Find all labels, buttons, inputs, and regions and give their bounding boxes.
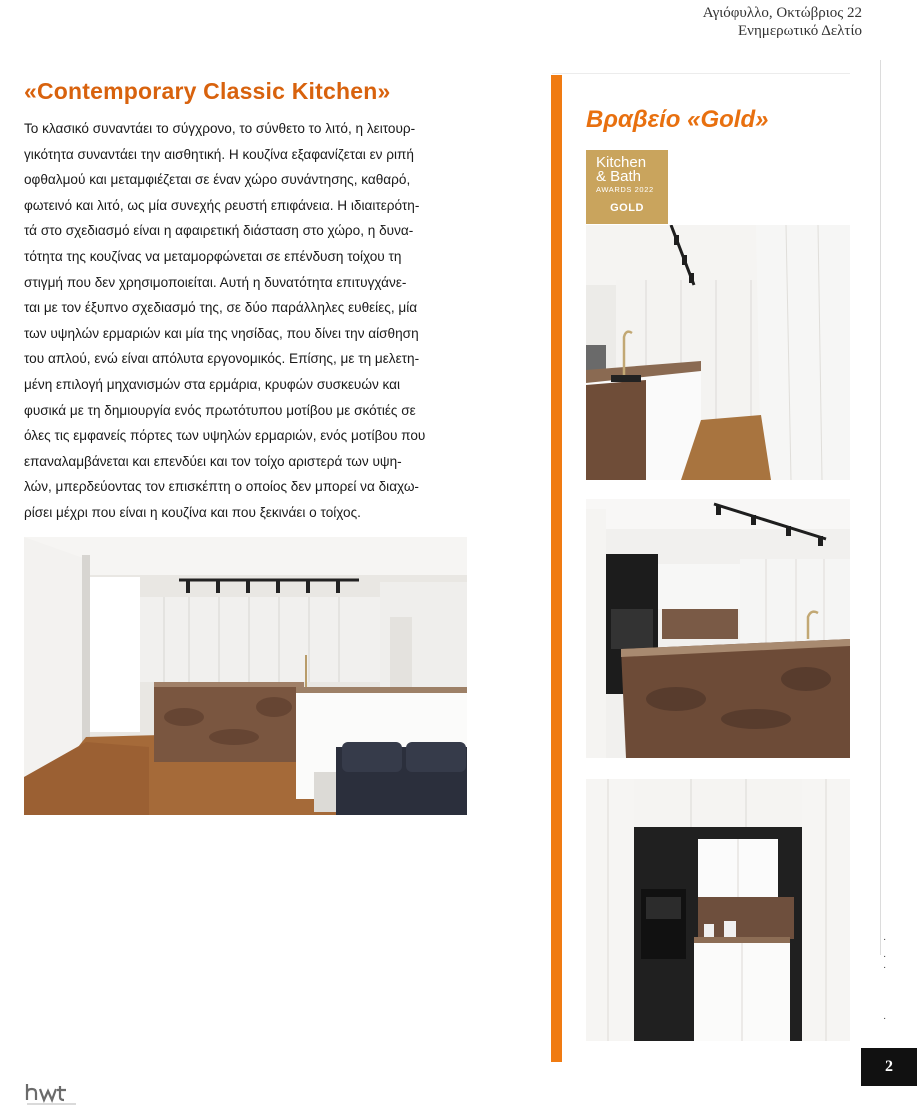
article-title: «Contemporary Classic Kitchen» bbox=[24, 78, 391, 104]
body-line: τά στο σχεδιασμό είναι η αφαιρετική διάσταση στο χώρο, η δυνα- bbox=[24, 223, 414, 239]
sidebar-right-line bbox=[880, 60, 881, 955]
award-title: Βραβείο «Gold» bbox=[586, 106, 769, 133]
badge-line2: & Bath bbox=[596, 168, 642, 185]
body-line: μένη επιλογή μηχανισμών στα ερμάρια, κρυφών συσκευών και bbox=[24, 376, 401, 392]
body-line: όλες τις εμφανείς πόρτες των υψηλών ερμαριών, ενός μοτίβου που bbox=[24, 428, 426, 444]
body-line: Το κλασικό συναντάει το σύγχρονο, το σύνθετο το λιτό, η λειτουρ- bbox=[24, 121, 416, 136]
article-body bbox=[24, 116, 496, 526]
kitchen-photo-side-3 bbox=[586, 779, 850, 1041]
company-logo bbox=[24, 1080, 86, 1108]
header-subtitle: Ενημερωτικό Δελτίο bbox=[738, 23, 862, 39]
header-date: Αγιόφυλλο, Οκτώβριος 22 bbox=[702, 5, 862, 21]
decorative-dot: · bbox=[883, 951, 887, 962]
body-line: φυσικά με τη δημιουργία ενός πρωτότυπου μοτίβου με σκότιές σε bbox=[24, 402, 416, 418]
body-line: στιγμή που δεν χρησιμοποιείται. Αυτή η δυνατότητα επιτυγχάνε- bbox=[24, 274, 407, 290]
badge-line3: AWARDS 2022 bbox=[596, 185, 654, 194]
body-line: οφθαλμού και μεταμφιέζεται σε έναν χώρο συνάντησης, καθαρό, bbox=[24, 172, 411, 188]
body-line: λών, μπερδεύοντας τον επισκέπτη ο οποίος δεν μπορεί να διαχω- bbox=[24, 479, 419, 495]
body-line: του απλού, ενώ είναι απόλυτα εργονομικός. Επίσης, με τη μελετη- bbox=[24, 351, 420, 367]
sidebar-top-rule bbox=[552, 73, 850, 74]
body-line: φωτεινό και λιτό, ως μία συνεχής ρευστή επιφάνεια. Η ιδιαιτερότη- bbox=[24, 197, 420, 213]
sidebar-accent-bar bbox=[551, 75, 562, 1062]
decorative-dot: · bbox=[883, 962, 887, 973]
body-line: των υψηλών ερμαριών και μία της νησίδας, που δίνει την αίσθηση bbox=[24, 325, 419, 341]
body-line: επαναλαμβάνεται και επενδύει και τον τοίχο αριστερά των υψη- bbox=[24, 453, 402, 469]
decorative-dot: · bbox=[883, 934, 887, 945]
body-line: τότητα της κουζίνας να μεταμορφώνεται σε επένδυση τοίχου τη bbox=[24, 248, 402, 264]
body-line: ται με τον έξυπνο σχεδιασμό της, σε δύο παράλληλες ευθείες, μία bbox=[24, 300, 418, 316]
decorative-dot: · bbox=[883, 1013, 887, 1024]
badge-line4: GOLD bbox=[610, 202, 644, 214]
kitchen-photo-side-2 bbox=[586, 499, 850, 758]
body-line: γικότητα συναντάει την αισθητική. Η κουζίνα εξαφανίζεται εν ριπή bbox=[24, 146, 414, 162]
body-line: ρίσει μέχρι που είναι η κουζίνα και που ξεκινάει ο τοίχος. bbox=[24, 504, 361, 520]
badge-line1: Kitchen bbox=[596, 154, 647, 171]
page-number: 2 bbox=[861, 1048, 917, 1086]
kitchen-photo-side-1 bbox=[586, 225, 850, 480]
kitchen-photo-main bbox=[24, 537, 467, 815]
award-badge bbox=[586, 150, 668, 224]
newsletter-header bbox=[703, 4, 862, 40]
